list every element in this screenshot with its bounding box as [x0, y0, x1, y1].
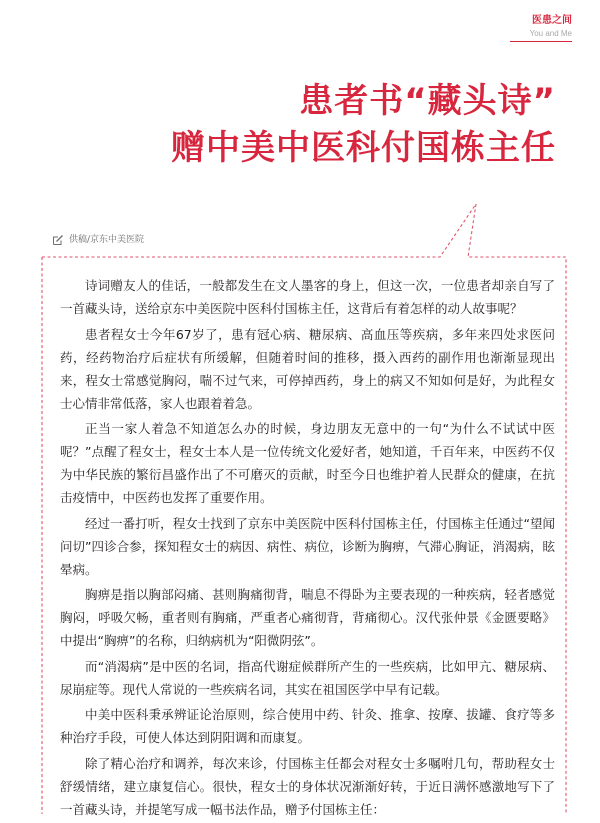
section-name: 医患之间: [532, 15, 572, 26]
paragraph: 经过一番打听，程女士找到了京东中美医院中医科付国栋主任，付国栋主任通过“望闻问切”四诊合参，探知程女士的病因、病性、病位，诊断为胸痹，气滞心胸证，消渴病，眩晕病。: [60, 515, 555, 577]
article-title-line-2: 赠中美中医科付国栋主任: [171, 128, 556, 168]
section-tag: [462, 14, 572, 39]
paragraph: 除了精心治疗和调养，每次来诊，付国栋主任都会对程女士多嘱咐几句，帮助程女士舒缓情绪，建立康复信心。很快，程女士的身体状况渐渐好转，于近日满怀感激地写下了一首藏头诗，并提笔写成一幅书法作品，赠予付国栋主任：: [60, 755, 555, 817]
paragraph: 患者程女士今年67岁了，患有冠心病、糖尿病、高血压等疾病，多年来四处求医问药，经药物治疗后症状有所缓解，但随着时间的推移，摄入西药的副作用也渐渐显现出来，程女士常感觉胸闷，喘不过气来，可停掉西药，身上的病又不知如何是好，为此程女士心情非常低落，家人也跟着着急。: [60, 326, 555, 411]
section-name-en: You and Me: [529, 29, 572, 38]
paragraph: 正当一家人着急不知道怎么办的时候，身边朋友无意中的一句“为什么不试试中医呢？”点醒了程女士，程女士本人是一位传统文化爱好者，她知道，千百年来，中医药不仅为中华民族的繁衍昌盛作出了不可磨灭的贡献，时至今日也维护着人民群众的健康，在抗击疫情中，中医药也发挥了重要作用。: [60, 421, 555, 505]
byline-text: 供稿/京东中美医院: [69, 235, 145, 245]
paragraph: 而“消渴病”是中医的名词，指高代谢症候群所产生的一些疾病，比如甲亢、糖尿病、尿崩症等。现代人常说的一些疾病名词，其实在祖国医学中早有记载。: [60, 658, 555, 697]
paragraph: 胸痹是指以胸部闷痛、甚则胸痛彻背，喘息不得卧为主要表现的一种疾病，轻者感觉胸闷，呼吸欠畅，重者则有胸痛，严重者心痛彻背，背痛彻心。汉代张仲景《金匮要略》中提出“胸痹”的名称，归纳病机为“阳微阴弦”。: [60, 587, 555, 648]
edit-icon: [52, 234, 64, 246]
article-title: [76, 78, 556, 172]
byline: [52, 233, 144, 247]
paragraph: 诗词赠友人的佳话，一般都发生在文人墨客的身上，但这一次，一位患者却亲自写了一首藏头诗，送给京东中美医院中医科付国栋主任，这背后有着怎样的动人故事呢？: [60, 278, 555, 316]
article-body: [60, 274, 555, 823]
article-title-line-1: 患者书“藏头诗”: [299, 81, 556, 121]
section-rule: [510, 41, 572, 42]
paragraph: 中美中医科秉承辨证论治原则，综合使用中药、针灸、推拿、按摩、拔罐、食疗等多种治疗手段，可使人体达到阴阳调和而康复。: [60, 707, 555, 745]
